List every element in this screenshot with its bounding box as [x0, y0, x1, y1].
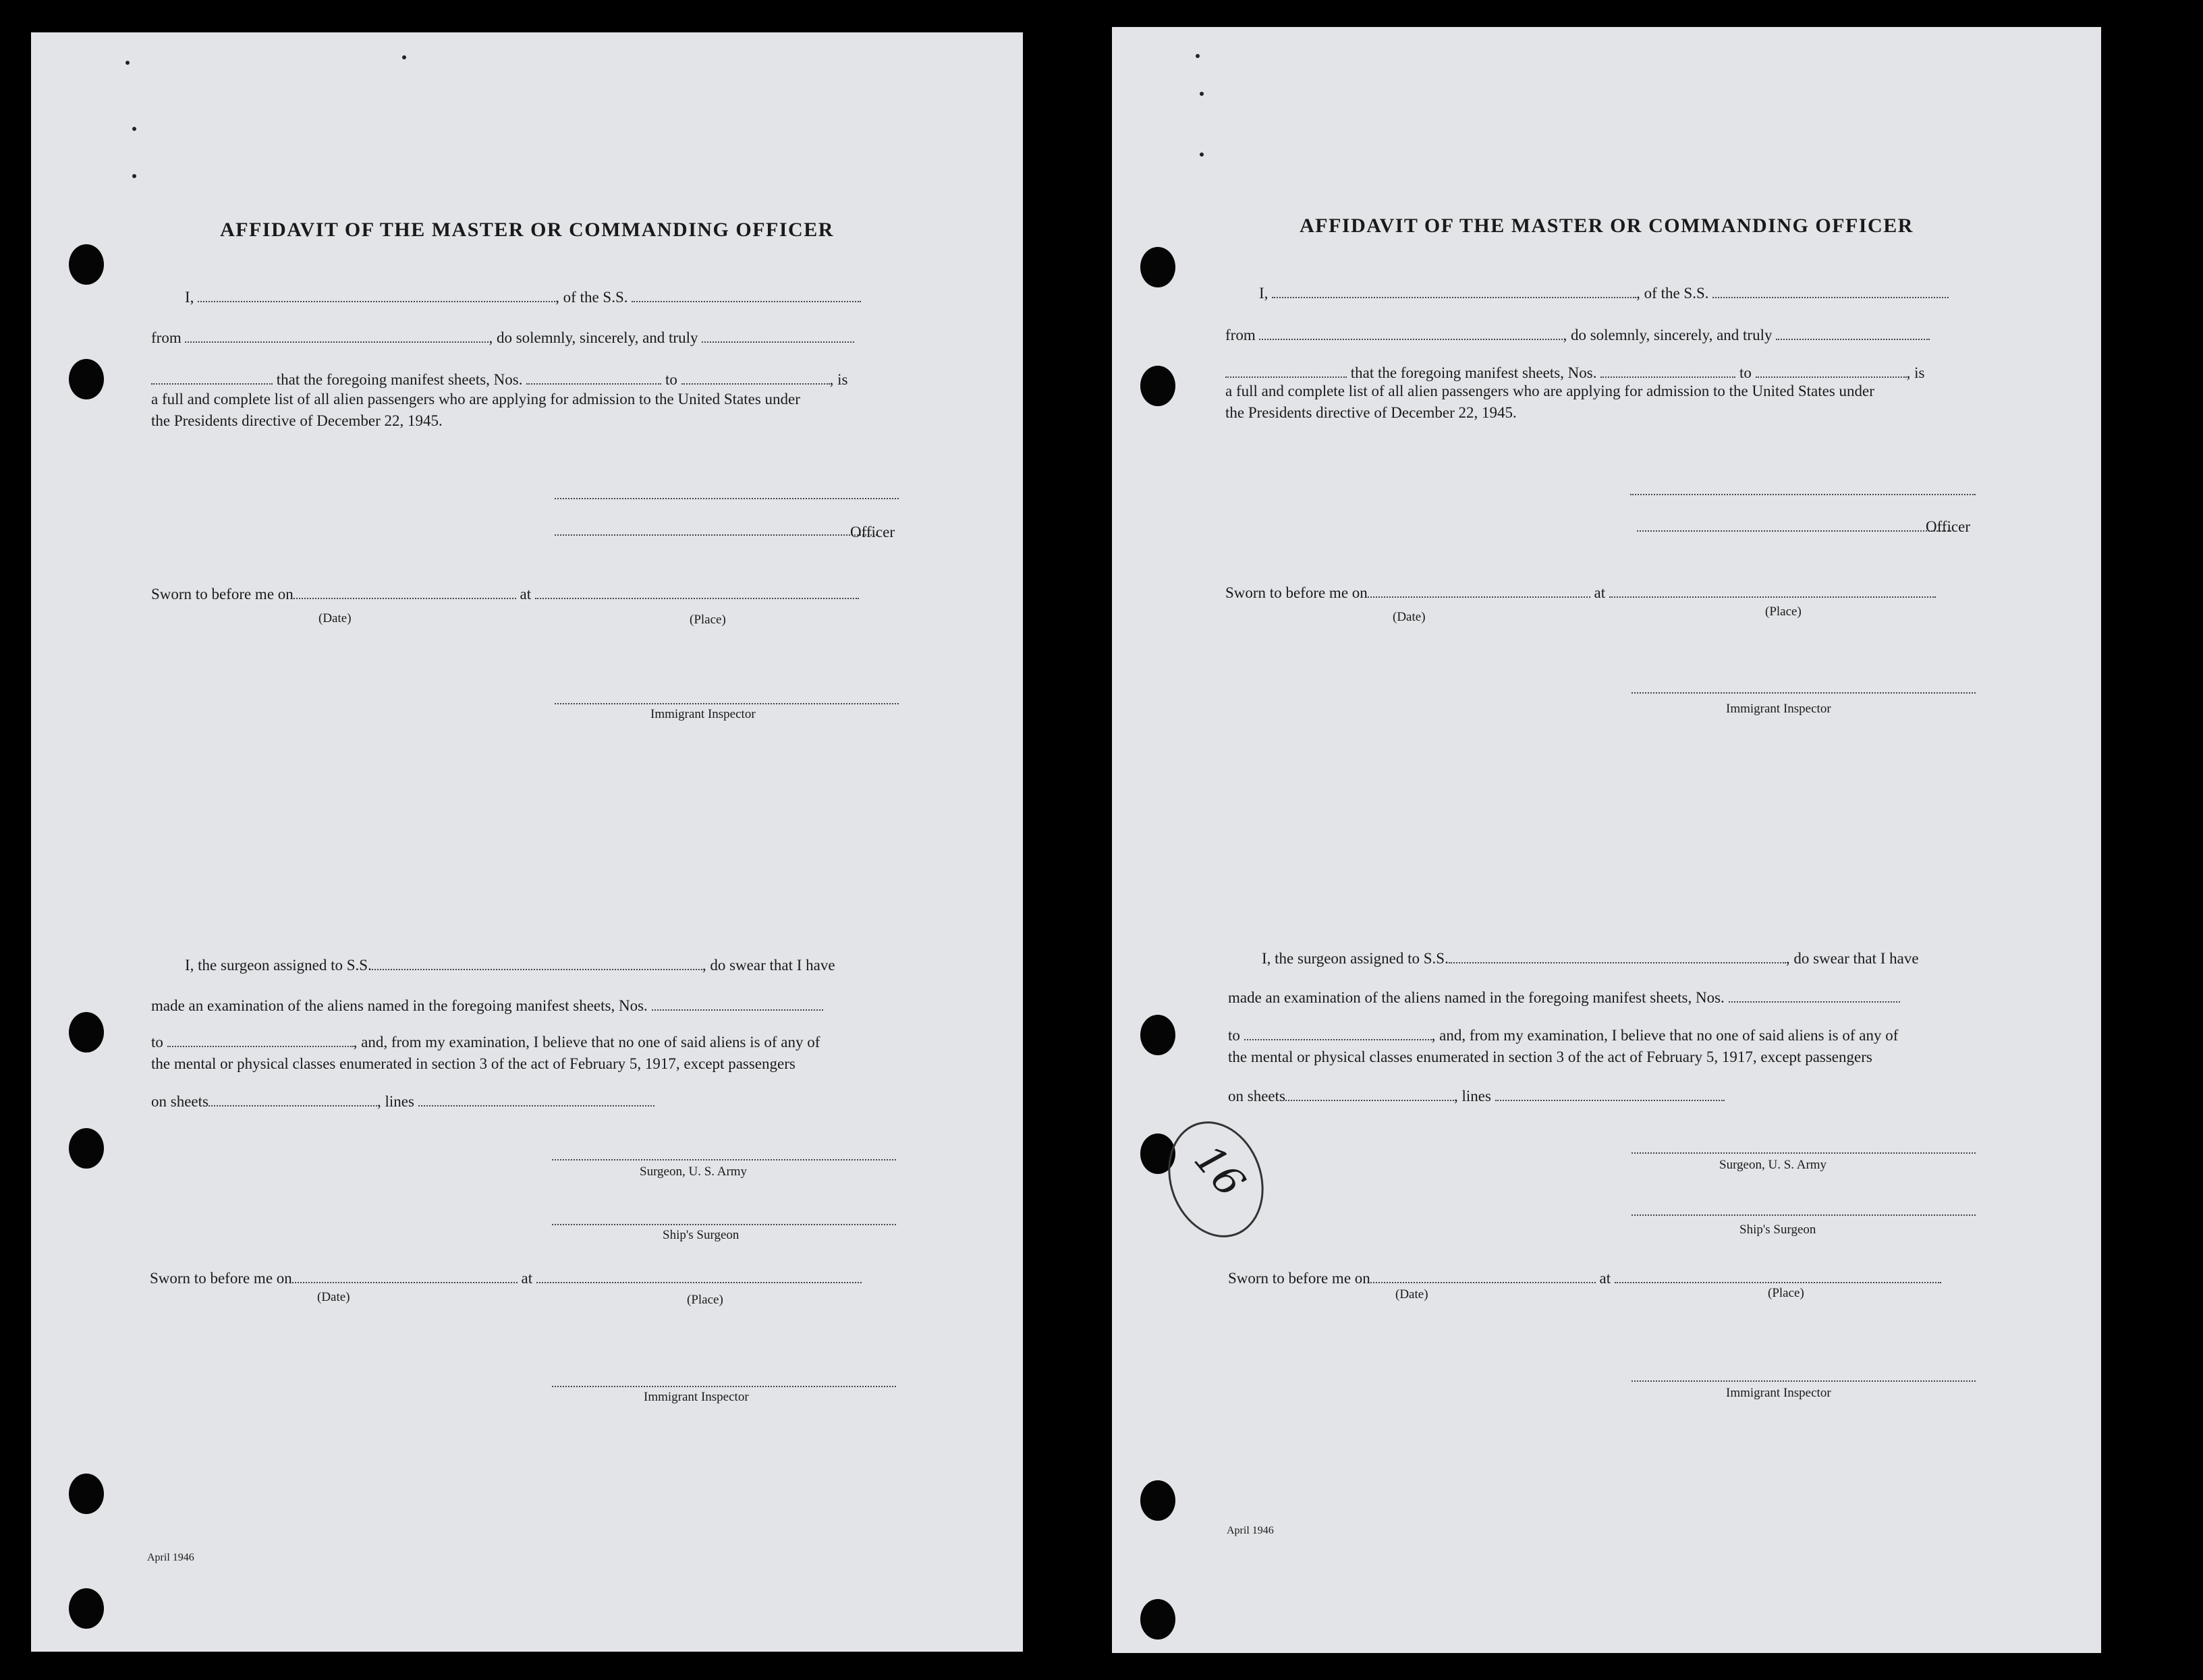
label: , and, from my examination, I believe that no one of said aliens is of any of: [1431, 1027, 1899, 1044]
punch-hole: [69, 1588, 104, 1629]
label: Sworn to before me on: [1225, 584, 1368, 601]
master-line-1: [185, 289, 861, 306]
ship-field[interactable]: [1712, 285, 1949, 298]
place-caption: (Place): [690, 613, 726, 627]
label: at: [521, 1270, 533, 1287]
surgeon-line-2: [151, 997, 823, 1015]
date-caption: (Date): [1393, 610, 1426, 624]
oath-field[interactable]: [702, 329, 854, 343]
officer-signature-line[interactable]: [555, 534, 877, 536]
sworn-line-2: [150, 1270, 862, 1287]
to-field[interactable]: [1244, 1027, 1432, 1040]
declare-field[interactable]: [151, 371, 273, 385]
master-paragraph: [1225, 381, 1874, 424]
surgeon-line-5: [1228, 1088, 1725, 1105]
punch-hole: [1140, 1599, 1175, 1640]
inspector-signature-line[interactable]: [555, 703, 899, 704]
punch-hole: [1140, 1480, 1175, 1521]
army-caption: Surgeon, U. S. Army: [1719, 1158, 1827, 1172]
surgeon-line-1: [1262, 950, 1919, 968]
inspector-caption: Immigrant Inspector: [650, 707, 756, 721]
ships-signature-line[interactable]: [1632, 1214, 1976, 1216]
nos-field[interactable]: [526, 371, 661, 385]
surgeon-line-5: [151, 1093, 654, 1111]
text-line: a full and complete list of all alien passengers who are applying for admission to the United States under: [151, 391, 800, 408]
label: made an examination of the aliens named in the foregoing manifest sheets, Nos.: [151, 997, 648, 1014]
ships-caption: Ship's Surgeon: [663, 1228, 740, 1242]
inspector-caption: Immigrant Inspector: [644, 1390, 749, 1404]
affidavit-page-right: [1112, 27, 2101, 1653]
place-caption: (Place): [1765, 605, 1802, 619]
label: to: [1228, 1027, 1240, 1044]
label: I,: [1259, 285, 1268, 302]
label: that the foregoing manifest sheets, Nos.: [1350, 364, 1597, 381]
punch-hole: [69, 1128, 104, 1169]
label: at: [520, 586, 532, 603]
form-date-footer: April 1946: [1227, 1525, 1274, 1536]
label: Sworn to before me on: [1228, 1270, 1370, 1287]
label: made an examination of the aliens named in the foregoing manifest sheets, Nos.: [1228, 989, 1725, 1006]
text-line: the Presidents directive of December 22, 1945.: [1225, 404, 1517, 421]
master-line-2: [151, 329, 854, 347]
punch-hole: [69, 1474, 104, 1514]
label: , of the S.S.: [555, 289, 628, 306]
speck: [132, 174, 136, 178]
label: I, the surgeon assigned to S.S.: [185, 957, 372, 974]
page-title: AFFIDAVIT OF THE MASTER OR COMMANDING OFFICER: [220, 219, 834, 241]
surgeon-line-4: the mental or physical classes enumerated in section 3 of the act of February 5, 1917, except passengers: [151, 1055, 796, 1072]
date-caption: (Date): [317, 1290, 350, 1304]
nos-field[interactable]: [1600, 364, 1735, 378]
label: Sworn to before me on: [151, 586, 294, 603]
ship-field[interactable]: [632, 289, 861, 302]
place-field[interactable]: [1609, 584, 1936, 598]
place-field[interactable]: [536, 1270, 862, 1283]
place-field[interactable]: [1615, 1270, 1941, 1283]
speck: [132, 127, 136, 131]
lines-field[interactable]: [418, 1093, 654, 1107]
speck: [1196, 54, 1200, 58]
inspector-caption: Immigrant Inspector: [1726, 1386, 1831, 1400]
to-field[interactable]: [167, 1034, 354, 1047]
master-paragraph: [151, 389, 800, 432]
label: at: [1599, 1270, 1611, 1287]
label: I,: [185, 289, 194, 306]
punch-hole: [1140, 247, 1175, 287]
surgeon-line-1: [185, 957, 835, 974]
label: , and, from my examination, I believe that no one of said aliens is of any of: [353, 1034, 820, 1051]
master-line-3: [1225, 364, 1924, 382]
surgeon-line-2: [1228, 989, 1900, 1007]
place-field[interactable]: [535, 586, 859, 599]
date-caption: (Date): [1395, 1287, 1428, 1301]
surgeon-line-3: [151, 1034, 820, 1051]
master-line-1: [1259, 285, 1949, 302]
label: on sheets: [151, 1093, 208, 1110]
label: , is: [829, 371, 848, 388]
ships-signature-line[interactable]: [552, 1224, 896, 1225]
speck: [1200, 92, 1204, 96]
to-field[interactable]: [1756, 364, 1907, 378]
sworn-line-1: [1225, 584, 1936, 602]
ships-caption: Ship's Surgeon: [1739, 1223, 1816, 1237]
inspector-signature-line[interactable]: [1632, 1380, 1976, 1382]
sheets-field[interactable]: [208, 1093, 377, 1107]
label: , lines: [377, 1093, 414, 1110]
label: , do swear that I have: [1785, 950, 1919, 967]
date-field[interactable]: [294, 586, 516, 599]
army-signature-line[interactable]: [1632, 1152, 1976, 1154]
place-caption: (Place): [687, 1293, 723, 1307]
affidavit-page-left: [31, 32, 1023, 1652]
oath-field[interactable]: [1776, 327, 1930, 340]
date-caption: (Date): [318, 611, 352, 625]
signature-line[interactable]: [555, 498, 899, 499]
label: , is: [1906, 364, 1925, 381]
speck: [126, 61, 130, 65]
label: from: [151, 329, 182, 346]
label: at: [1594, 584, 1606, 601]
handwritten-mark: 16: [1184, 1136, 1254, 1206]
text-line: a full and complete list of all alien passengers who are applying for admission to the United States under: [1225, 383, 1874, 399]
signature-line[interactable]: [1630, 494, 1976, 495]
punch-hole: [69, 1012, 104, 1053]
speck: [1200, 152, 1204, 157]
to-field[interactable]: [681, 371, 830, 385]
text-line: the Presidents directive of December 22, 1945.: [151, 412, 443, 429]
officer-label: Officer: [1926, 518, 1970, 535]
punch-hole: [69, 359, 104, 399]
master-line-3: [151, 371, 847, 389]
name-field[interactable]: [198, 289, 555, 302]
label: , do solemnly, sincerely, and truly: [489, 329, 698, 346]
ship-field[interactable]: [1449, 950, 1786, 963]
sworn-line-2: [1228, 1270, 1941, 1287]
nos-field[interactable]: [652, 997, 823, 1011]
label: to: [1739, 364, 1752, 381]
label: to: [665, 371, 677, 388]
inspector-signature-line[interactable]: [1632, 692, 1976, 694]
surgeon-line-4: the mental or physical classes enumerated in section 3 of the act of February 5, 1917, except passengers: [1228, 1048, 1872, 1065]
place-caption: (Place): [1768, 1286, 1804, 1300]
lines-field[interactable]: [1495, 1088, 1725, 1101]
inspector-caption: Immigrant Inspector: [1726, 702, 1831, 716]
label: to: [151, 1034, 163, 1051]
label: from: [1225, 327, 1256, 343]
label: , do solemnly, sincerely, and truly: [1563, 327, 1773, 343]
label: , of the S.S.: [1636, 285, 1709, 302]
label: that the foregoing manifest sheets, Nos.: [276, 371, 523, 388]
page-title: AFFIDAVIT OF THE MASTER OR COMMANDING OFFICER: [1300, 215, 1914, 237]
officer-signature-line[interactable]: [1637, 530, 1951, 532]
form-date-footer: April 1946: [147, 1552, 194, 1563]
sheets-field[interactable]: [1285, 1088, 1454, 1101]
handwritten-circled-number: [1152, 1108, 1279, 1251]
label: on sheets: [1228, 1088, 1285, 1104]
master-line-2: [1225, 327, 1930, 344]
punch-hole: [1140, 1015, 1175, 1055]
officer-label: Officer: [850, 524, 895, 540]
label: , lines: [1453, 1088, 1491, 1104]
label: , do swear that I have: [702, 957, 835, 974]
name-field[interactable]: [1272, 285, 1636, 298]
date-field[interactable]: [292, 1270, 518, 1283]
date-field[interactable]: [1370, 1270, 1596, 1283]
inspector-signature-line[interactable]: [552, 1386, 896, 1387]
sworn-line-1: [151, 586, 859, 603]
label: I, the surgeon assigned to S.S.: [1262, 950, 1449, 967]
from-field[interactable]: [1259, 327, 1563, 340]
ship-field[interactable]: [372, 957, 702, 970]
from-field[interactable]: [185, 329, 489, 343]
nos-field[interactable]: [1729, 989, 1900, 1003]
speck: [402, 55, 406, 59]
label: Sworn to before me on: [150, 1270, 292, 1287]
army-caption: Surgeon, U. S. Army: [640, 1165, 748, 1179]
punch-hole: [1140, 366, 1175, 406]
surgeon-line-3: [1228, 1027, 1898, 1044]
punch-hole: [69, 244, 104, 285]
army-signature-line[interactable]: [552, 1159, 896, 1160]
date-field[interactable]: [1368, 584, 1590, 598]
declare-field[interactable]: [1225, 364, 1347, 378]
